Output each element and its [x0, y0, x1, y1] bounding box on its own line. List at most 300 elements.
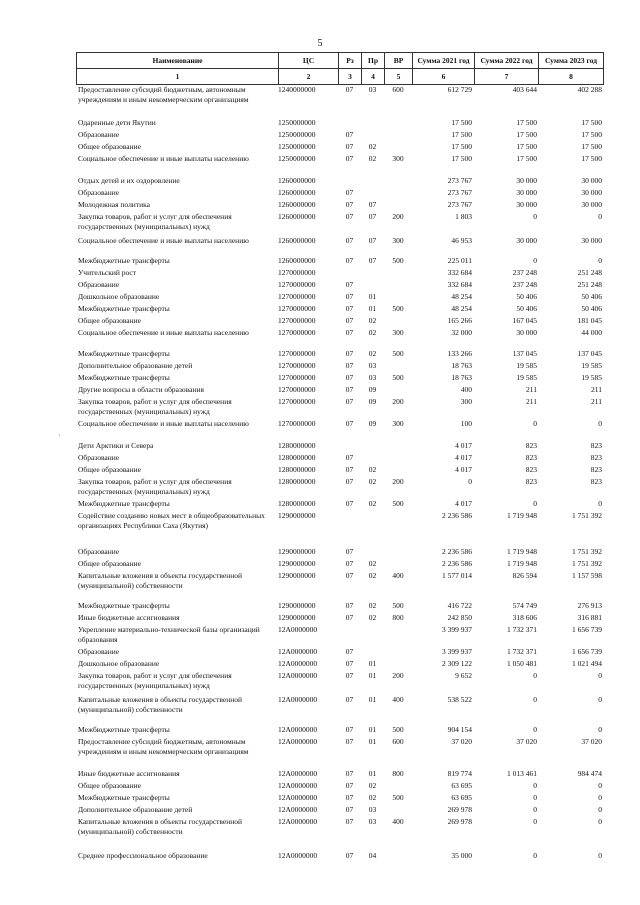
cell-cs: 1270000000	[278, 268, 316, 277]
cell-name: Межбюджетные трансферты	[78, 373, 170, 382]
cell-rz: 07	[345, 130, 354, 139]
cell-s2: 237 248	[512, 280, 537, 289]
cell-vr: 300	[392, 328, 404, 337]
cell-name: Укрепление материально-технической базы организаций образования	[78, 625, 260, 644]
header-col-num-8: 8	[569, 72, 573, 81]
cell-s1: 2 236 586	[442, 559, 472, 568]
cell-s3: 19 585	[581, 373, 602, 382]
header-col-num-6: 6	[413, 69, 475, 84]
cell-pr: 01	[368, 671, 377, 680]
cell-s3: 50 406	[581, 304, 602, 313]
cell-name: Отдых детей и их оздоровление	[78, 176, 180, 185]
page-number: 5	[317, 38, 323, 49]
cell-s2: 17 500	[516, 142, 537, 151]
cell-vr: 400	[392, 571, 404, 580]
cell-pr: 02	[368, 571, 377, 580]
cell-cs: 1280000000	[278, 477, 316, 486]
header-col-num-7: 7	[475, 69, 539, 84]
cell-s1: 48 254	[451, 304, 472, 313]
cell-name: Общее образование	[78, 142, 141, 151]
cell-pr: 01	[368, 769, 377, 778]
header-rz: Рз	[339, 53, 362, 68]
cell-rz: 07	[345, 349, 354, 358]
cell-name: Закупка товаров, работ и услуг для обеспечения государственных (муниципальных) нужд	[78, 212, 232, 231]
cell-rz: 07	[345, 200, 354, 209]
cell-name: Социальное обеспечение и иные выплаты населению	[78, 328, 249, 337]
cell-s2: 823	[525, 453, 537, 462]
cell-s2: 826 594	[512, 571, 537, 580]
cell-s1: 63 695	[451, 781, 472, 790]
cell-cs: 1260000000	[278, 212, 316, 221]
cell-rz: 07	[345, 695, 354, 704]
cell-s3: 0	[598, 695, 602, 704]
cell-cs: 1280000000	[278, 465, 316, 474]
cell-name: Одаренные дети Якутии	[78, 118, 156, 127]
cell-s3: 0	[598, 805, 602, 814]
cell-pr: 02	[368, 559, 377, 568]
cell-cs: 12А0000000	[278, 625, 318, 634]
cell-s3: 823	[590, 477, 602, 486]
cell-name: Образование	[78, 280, 120, 289]
cell-name: Другие вопросы в области образования	[78, 385, 204, 394]
cell-s1: 4 017	[455, 465, 472, 474]
cell-vr: 500	[392, 499, 404, 508]
header-vr: ВР	[385, 53, 413, 68]
cell-s3: 0	[598, 671, 602, 680]
cell-name: Закупка товаров, работ и услуг для обеспечения государственных (муниципальных) нужд	[78, 397, 232, 416]
cell-cs: 1260000000	[278, 200, 316, 209]
cell-s3: 30 000	[581, 236, 602, 245]
cell-s2: 823	[525, 441, 537, 450]
cell-cs: 1250000000	[278, 118, 316, 127]
cell-s3: 19 585	[581, 361, 602, 370]
cell-vr: 600	[392, 737, 404, 746]
cell-pr: 01	[368, 695, 377, 704]
cell-pr: 07	[368, 212, 377, 221]
cell-cs: 1260000000	[278, 176, 316, 185]
cell-s3: 30 000	[581, 188, 602, 197]
cell-name: Предоставление субсидий бюджетным, автономным учреждениям и иным некоммерческим организациям	[78, 737, 249, 756]
cell-s2: 1 719 948	[507, 547, 537, 556]
cell-cs: 1270000000	[278, 373, 316, 382]
cell-cs: 1270000000	[278, 304, 316, 313]
cell-s2: 19 585	[516, 361, 537, 370]
cell-pr: 02	[368, 328, 377, 337]
cell-s1: 269 978	[447, 805, 472, 814]
header-pr: Пр	[362, 53, 385, 68]
cell-pr: 07	[368, 200, 377, 209]
cell-s1: 0	[468, 477, 472, 486]
cell-s3: 30 000	[581, 200, 602, 209]
cell-vr: 500	[392, 601, 404, 610]
cell-s1: 32 000	[451, 328, 472, 337]
cell-rz: 07	[345, 292, 354, 301]
cell-s2: 318 606	[512, 613, 537, 622]
cell-s2: 1 050 481	[507, 659, 537, 668]
cell-s3: 251 248	[577, 280, 602, 289]
cell-s2: 0	[533, 256, 537, 265]
cell-s3: 137 045	[577, 349, 602, 358]
cell-s3: 181 045	[577, 316, 602, 325]
cell-vr: 600	[392, 85, 404, 94]
cell-name: Среднее профессиональное образование	[78, 851, 208, 860]
cell-rz: 07	[345, 85, 354, 94]
cell-s2: 19 585	[516, 373, 537, 382]
cell-s1: 400	[460, 385, 472, 394]
margin-mark: ·	[58, 431, 61, 440]
cell-s2: 1 732 371	[507, 625, 537, 634]
cell-rz: 07	[345, 793, 354, 802]
cell-vr: 200	[392, 212, 404, 221]
cell-s3: 984 474	[577, 769, 602, 778]
cell-s3: 823	[590, 453, 602, 462]
cell-s1: 416 722	[447, 601, 472, 610]
cell-s3: 276 913	[577, 601, 602, 610]
cell-name: Образование	[78, 647, 120, 656]
cell-s1: 4 017	[455, 499, 472, 508]
cell-s1: 17 500	[451, 142, 472, 151]
cell-s3: 1 751 392	[572, 559, 602, 568]
cell-name: Межбюджетные трансферты	[78, 304, 170, 313]
cell-name: Образование	[78, 188, 120, 197]
cell-rz: 07	[345, 304, 354, 313]
cell-s3: 17 500	[581, 154, 602, 163]
cell-s2: 167 045	[512, 316, 537, 325]
cell-pr: 03	[368, 85, 377, 94]
header-sum-2022: Сумма 2022 год	[475, 53, 539, 68]
cell-s2: 823	[525, 465, 537, 474]
cell-s1: 2 236 586	[442, 547, 472, 556]
cell-rz: 07	[345, 499, 354, 508]
cell-s3: 0	[598, 256, 602, 265]
header-col-num-4: 4	[362, 69, 385, 84]
cell-s3: 17 500	[581, 130, 602, 139]
cell-rz: 07	[345, 769, 354, 778]
cell-s3: 17 500	[581, 118, 602, 127]
cell-cs: 1290000000	[278, 559, 316, 568]
cell-s2: 237 248	[512, 268, 537, 277]
cell-rz: 07	[345, 817, 354, 826]
cell-pr: 02	[368, 316, 377, 325]
cell-s1: 18 763	[451, 361, 472, 370]
cell-rz: 07	[345, 571, 354, 580]
cell-name: Общее образование	[78, 465, 141, 474]
cell-s3: 0	[598, 725, 602, 734]
header-col-num-1: 1	[77, 69, 279, 84]
cell-name: Капитальные вложения в объекты государственной (муниципальной) собственности	[78, 571, 243, 590]
cell-name: Дополнительное образование детей	[78, 805, 193, 814]
cell-name: Содействие созданию новых мест в общеобразовательных организациях Республики Саха (Якутия)	[78, 511, 265, 530]
cell-s3: 30 000	[581, 176, 602, 185]
cell-pr: 02	[368, 154, 377, 163]
cell-rz: 07	[345, 373, 354, 382]
cell-pr: 03	[368, 805, 377, 814]
cell-pr: 02	[368, 349, 377, 358]
cell-s2: 0	[533, 817, 537, 826]
cell-s1: 3 399 937	[442, 625, 472, 634]
cell-s1: 2 236 586	[442, 511, 472, 520]
cell-cs: 1290000000	[278, 613, 316, 622]
cell-rz: 07	[345, 236, 354, 245]
cell-name: Капитальные вложения в объекты государственной (муниципальной) собственности	[78, 695, 243, 714]
cell-cs: 1290000000	[278, 547, 316, 556]
cell-cs: 1270000000	[278, 316, 316, 325]
cell-s1: 165 266	[447, 316, 472, 325]
cell-s2: 137 045	[512, 349, 537, 358]
cell-cs: 12А0000000	[278, 659, 318, 668]
cell-cs: 12А0000000	[278, 647, 318, 656]
cell-s1: 100	[460, 419, 472, 428]
cell-s2: 0	[533, 419, 537, 428]
cell-rz: 07	[345, 361, 354, 370]
cell-cs: 1250000000	[278, 130, 316, 139]
cell-s2: 30 000	[516, 176, 537, 185]
cell-s2: 0	[533, 212, 537, 221]
cell-pr: 01	[368, 725, 377, 734]
cell-pr: 01	[368, 737, 377, 746]
cell-rz: 07	[345, 385, 354, 394]
cell-rz: 07	[345, 142, 354, 151]
cell-vr: 800	[392, 769, 404, 778]
cell-pr: 07	[368, 256, 377, 265]
cell-cs: 12А0000000	[278, 781, 318, 790]
table-header	[76, 52, 604, 85]
cell-s3: 0	[598, 499, 602, 508]
cell-s3: 823	[590, 465, 602, 474]
cell-s3: 50 406	[581, 292, 602, 301]
cell-s2: 30 000	[516, 328, 537, 337]
cell-s1: 242 850	[447, 613, 472, 622]
cell-name: Социальное обеспечение и иные выплаты населению	[78, 236, 249, 245]
cell-pr: 02	[368, 477, 377, 486]
cell-rz: 07	[345, 397, 354, 406]
cell-s2: 17 500	[516, 130, 537, 139]
cell-s2: 0	[533, 805, 537, 814]
cell-rz: 07	[345, 671, 354, 680]
cell-s1: 225 011	[447, 256, 472, 265]
cell-s1: 269 978	[447, 817, 472, 826]
cell-cs: 1270000000	[278, 292, 316, 301]
cell-rz: 07	[345, 725, 354, 734]
cell-s1: 332 684	[447, 280, 472, 289]
cell-name: Учительский рост	[78, 268, 137, 277]
cell-cs: 12А0000000	[278, 805, 318, 814]
cell-s3: 1 656 739	[572, 625, 602, 634]
cell-vr: 300	[392, 154, 404, 163]
cell-cs: 1260000000	[278, 256, 316, 265]
cell-pr: 01	[368, 304, 377, 313]
cell-cs: 12А0000000	[278, 695, 318, 704]
cell-cs: 1270000000	[278, 397, 316, 406]
cell-rz: 07	[345, 659, 354, 668]
cell-pr: 02	[368, 142, 377, 151]
cell-rz: 07	[345, 647, 354, 656]
cell-s1: 273 767	[447, 200, 472, 209]
header-sum-2023: Сумма 2023 год	[544, 56, 598, 65]
cell-cs: 1270000000	[278, 328, 316, 337]
cell-name: Капитальные вложения в объекты государственной (муниципальной) собственности	[78, 817, 243, 836]
cell-s1: 612 729	[447, 85, 472, 94]
cell-cs: 12А0000000	[278, 725, 318, 734]
cell-pr: 02	[368, 781, 377, 790]
cell-rz: 07	[345, 419, 354, 428]
header-name: Наименование	[77, 53, 279, 68]
cell-s2: 574 749	[512, 601, 537, 610]
cell-cs: 1290000000	[278, 601, 316, 610]
cell-vr: 300	[392, 236, 404, 245]
cell-rz: 07	[345, 465, 354, 474]
cell-s1: 133 266	[447, 349, 472, 358]
header-col-num-3: 3	[339, 69, 362, 84]
cell-name: Общее образование	[78, 559, 141, 568]
cell-s2: 17 500	[516, 118, 537, 127]
cell-name: Межбюджетные трансферты	[78, 601, 170, 610]
cell-s2: 30 000	[516, 200, 537, 209]
cell-vr: 500	[392, 793, 404, 802]
cell-name: Межбюджетные трансферты	[78, 725, 170, 734]
cell-vr: 300	[392, 419, 404, 428]
cell-pr: 07	[368, 236, 377, 245]
header-cs: ЦС	[279, 53, 339, 68]
cell-cs: 1270000000	[278, 349, 316, 358]
cell-s3: 0	[598, 419, 602, 428]
cell-pr: 01	[368, 659, 377, 668]
cell-s2: 0	[533, 725, 537, 734]
cell-cs: 12А0000000	[278, 817, 318, 826]
cell-name: Образование	[78, 547, 120, 556]
cell-s3: 402 288	[577, 85, 602, 94]
cell-s1: 9 652	[455, 671, 472, 680]
cell-rz: 07	[345, 154, 354, 163]
cell-s2: 17 500	[516, 154, 537, 163]
cell-s3: 17 500	[581, 142, 602, 151]
cell-rz: 07	[345, 851, 354, 860]
cell-s3: 316 881	[577, 613, 602, 622]
cell-rz: 07	[345, 212, 354, 221]
cell-s1: 1 803	[455, 212, 472, 221]
cell-rz: 07	[345, 453, 354, 462]
cell-cs: 12А0000000	[278, 737, 318, 746]
cell-cs: 1250000000	[278, 154, 316, 163]
header-col-num-2: 2	[279, 69, 339, 84]
cell-cs: 1260000000	[278, 236, 316, 245]
cell-pr: 09	[368, 419, 377, 428]
cell-s1: 17 500	[451, 154, 472, 163]
cell-s2: 0	[533, 781, 537, 790]
cell-name: Закупка товаров, работ и услуг для обеспечения государственных (муниципальных) нужд	[78, 671, 232, 690]
cell-s1: 63 695	[451, 793, 472, 802]
cell-rz: 07	[345, 613, 354, 622]
cell-s1: 2 309 122	[442, 659, 472, 668]
cell-s1: 37 020	[451, 737, 472, 746]
cell-s1: 300	[460, 397, 472, 406]
cell-vr: 200	[392, 671, 404, 680]
cell-name: Межбюджетные трансферты	[78, 499, 170, 508]
cell-s1: 48 254	[451, 292, 472, 301]
cell-s1: 35 000	[451, 851, 472, 860]
cell-pr: 04	[368, 851, 377, 860]
cell-vr: 500	[392, 373, 404, 382]
cell-s2: 30 000	[516, 236, 537, 245]
cell-s3: 1 021 494	[572, 659, 602, 668]
cell-cs: 1280000000	[278, 499, 316, 508]
cell-name: Образование	[78, 130, 120, 139]
cell-vr: 200	[392, 477, 404, 486]
cell-cs: 12А0000000	[278, 769, 318, 778]
cell-s2: 823	[525, 477, 537, 486]
cell-s1: 4 017	[455, 453, 472, 462]
cell-s1: 538 522	[447, 695, 472, 704]
cell-vr: 500	[392, 256, 404, 265]
cell-s3: 251 248	[577, 268, 602, 277]
cell-s3: 1 751 392	[572, 511, 602, 520]
cell-s1: 17 500	[451, 118, 472, 127]
header-col-num-5: 5	[385, 69, 413, 84]
cell-s3: 0	[598, 793, 602, 802]
cell-s2: 403 644	[512, 85, 537, 94]
cell-name: Социальное обеспечение и иные выплаты населению	[78, 419, 249, 428]
cell-pr: 02	[368, 465, 377, 474]
cell-s2: 0	[533, 851, 537, 860]
cell-name: Дети Арктики и Севера	[78, 441, 154, 450]
cell-vr: 500	[392, 725, 404, 734]
cell-s3: 37 020	[581, 737, 602, 746]
cell-name: Молодежная политика	[78, 200, 150, 209]
cell-pr: 09	[368, 397, 377, 406]
cell-name: Общее образование	[78, 781, 141, 790]
cell-vr: 200	[392, 397, 404, 406]
cell-vr: 500	[392, 304, 404, 313]
cell-name: Дошкольное образование	[78, 659, 160, 668]
cell-s3: 0	[598, 817, 602, 826]
cell-s1: 46 953	[451, 236, 472, 245]
cell-s3: 211	[591, 397, 602, 406]
cell-s1: 819 774	[447, 769, 472, 778]
cell-s3: 1 157 598	[572, 571, 602, 580]
cell-pr: 09	[368, 385, 377, 394]
cell-s2: 50 406	[516, 292, 537, 301]
cell-s1: 3 399 937	[442, 647, 472, 656]
cell-s2: 211	[526, 385, 537, 394]
cell-s3: 0	[598, 781, 602, 790]
cell-rz: 07	[345, 601, 354, 610]
cell-cs: 1270000000	[278, 280, 316, 289]
cell-s3: 1 656 739	[572, 647, 602, 656]
cell-pr: 02	[368, 793, 377, 802]
cell-s1: 18 763	[451, 373, 472, 382]
cell-rz: 07	[345, 559, 354, 568]
cell-name: Межбюджетные трансферты	[78, 349, 170, 358]
cell-s2: 30 000	[516, 188, 537, 197]
cell-name: Межбюджетные трансферты	[78, 256, 170, 265]
cell-s3: 823	[590, 441, 602, 450]
cell-name: Иные бюджетные ассигнования	[78, 613, 180, 622]
cell-name: Социальное обеспечение и иные выплаты населению	[78, 154, 249, 163]
cell-cs: 1270000000	[278, 385, 316, 394]
cell-cs: 1250000000	[278, 142, 316, 151]
cell-rz: 07	[345, 328, 354, 337]
cell-cs: 1290000000	[278, 511, 316, 520]
cell-name: Дошкольное образование	[78, 292, 160, 301]
header-sum-2021: Сумма 2021 год	[413, 53, 475, 68]
cell-s2: 1 719 948	[507, 559, 537, 568]
cell-cs: 1280000000	[278, 453, 316, 462]
cell-name: Иные бюджетные ассигнования	[78, 769, 180, 778]
cell-s3: 211	[591, 385, 602, 394]
cell-cs: 1290000000	[278, 571, 316, 580]
cell-cs: 1270000000	[278, 361, 316, 370]
cell-pr: 01	[368, 292, 377, 301]
